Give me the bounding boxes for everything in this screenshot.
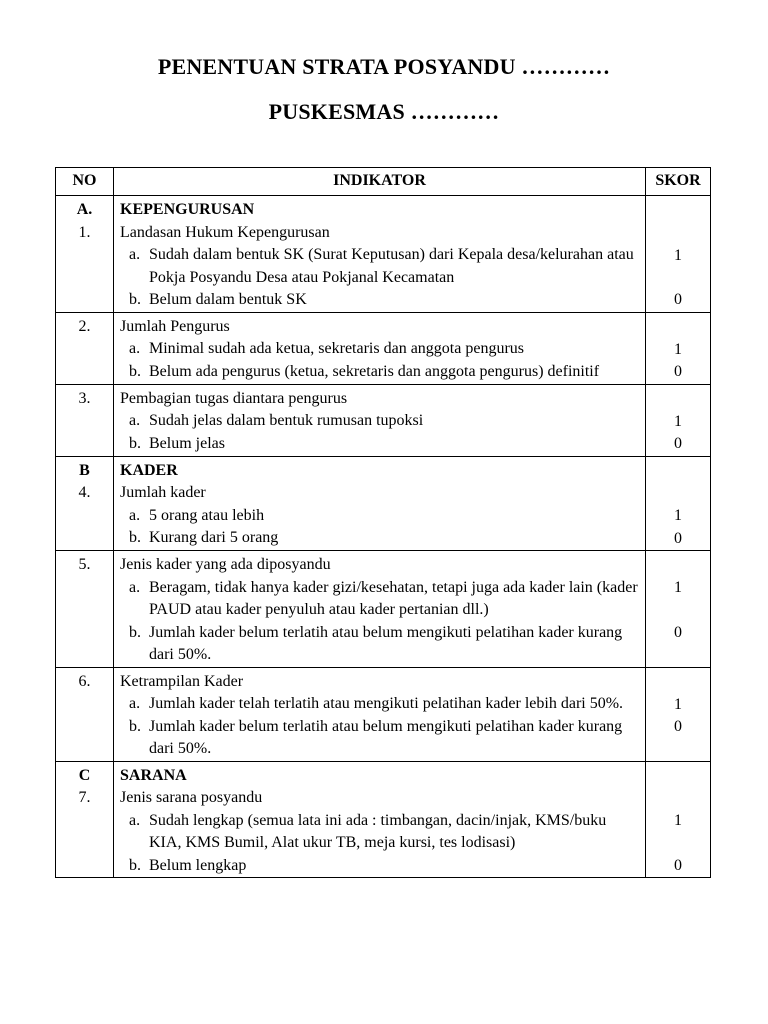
section-title: KADER (120, 461, 178, 479)
section-number: B (79, 461, 90, 479)
header-indikator: INDIKATOR (114, 168, 646, 196)
score-value: 1 (674, 695, 682, 713)
section-number: C (78, 766, 91, 784)
score-value: 0 (674, 291, 682, 308)
score-value: 0 (674, 529, 682, 547)
indicator-cell (114, 551, 646, 668)
indicator-option (120, 338, 639, 361)
row-number-cell (56, 196, 114, 313)
score-value: 0 (674, 363, 682, 380)
option-letter: a. (129, 811, 141, 829)
header-skor: SKOR (646, 168, 711, 196)
option-text: Jumlah kader belum terlatih atau belum mengikuti pelatihan kader kurang dari 50%. (149, 623, 623, 663)
indicator-number: 4. (78, 484, 91, 501)
indicator-option (120, 361, 639, 384)
option-text: 5 orang atau lebih (149, 506, 265, 524)
score-value: 1 (674, 812, 682, 829)
indicator-title: Landasan Hukum Kepengurusan (120, 223, 330, 241)
strata-table (55, 167, 711, 878)
score-value: 1 (674, 579, 682, 596)
option-text: Sudah lengkap (semua lata ini ada : timbangan, dacin/injak, KMS/buku KIA, KMS Bumil, Alat ukur TB, meja kursi, tes lodisasi) (149, 811, 607, 851)
indicator-title: Jumlah Pengurus (120, 317, 230, 335)
indicator-title: Ketrampilan Kader (120, 672, 244, 690)
option-text: Jumlah kader belum terlatih atau belum mengikuti pelatihan kader kurang dari 50%. (149, 717, 623, 757)
indicator-cell (114, 456, 646, 551)
section-title: KEPENGURUSAN (120, 201, 255, 218)
option-letter: a. (129, 340, 141, 357)
header-no: NO (56, 168, 114, 196)
row-number-cell (56, 667, 114, 761)
option-text: Kurang dari 5 orang (149, 529, 279, 546)
option-text: Beragam, tidak hanya kader gizi/kesehatan, tetapi juga ada kader lain (kader PAUD atau kader penyuluh atau kader pertanian dll.) (149, 578, 638, 618)
indicator-number: 2. (78, 317, 91, 335)
indicator-cell (114, 667, 646, 761)
score-value: 0 (674, 435, 682, 452)
page-title: PENENTUAN STRATA POSYANDU ………… (157, 54, 611, 79)
score-cell (646, 312, 711, 384)
option-letter: b. (129, 529, 141, 546)
indicator-number: 3. (78, 389, 91, 407)
score-value: 0 (674, 718, 682, 735)
indicator-option (120, 693, 639, 716)
section-title: SARANA (120, 766, 187, 784)
table-row (56, 456, 711, 551)
indicator-number: 6. (78, 672, 91, 690)
indicator-option (120, 410, 639, 433)
option-letter: b. (129, 856, 141, 874)
row-number-cell (56, 312, 114, 384)
score-cell (646, 196, 711, 313)
score-value: 1 (674, 507, 682, 524)
score-cell (646, 384, 711, 456)
table-row (56, 384, 711, 456)
option-letter: b. (129, 291, 141, 308)
option-text: Belum jelas (149, 434, 225, 452)
score-cell (646, 551, 711, 668)
indicator-option (120, 810, 639, 855)
option-letter: b. (129, 623, 141, 641)
score-value: 1 (674, 246, 682, 264)
option-letter: a. (129, 412, 141, 429)
indicator-option (120, 577, 639, 622)
score-value: 0 (674, 856, 682, 874)
option-text: Belum dalam bentuk SK (149, 291, 307, 308)
row-number-cell (56, 551, 114, 668)
indicator-option (120, 244, 639, 289)
indicator-number: 7. (78, 789, 91, 806)
indicator-option (120, 855, 639, 878)
option-text: Minimal sudah ada ketua, sekretaris dan anggota pengurus (149, 340, 524, 357)
table-row (56, 312, 711, 384)
option-letter: a. (129, 578, 141, 596)
row-number-cell (56, 761, 114, 878)
indicator-number: 1. (78, 223, 91, 241)
indicator-cell (114, 312, 646, 384)
row-number-cell (56, 456, 114, 551)
indicator-option (120, 433, 639, 456)
page-subtitle: PUSKESMAS ………… (268, 99, 500, 124)
indicator-option (120, 622, 639, 667)
indicator-cell (114, 384, 646, 456)
indicator-title: Jumlah kader (120, 484, 206, 501)
score-cell (646, 761, 711, 878)
table-row (56, 196, 711, 313)
option-text: Belum lengkap (149, 856, 247, 874)
score-value: 1 (674, 412, 682, 430)
indicator-option (120, 527, 639, 550)
option-letter: a. (129, 506, 141, 524)
option-text: Jumlah kader telah terlatih atau mengikuti pelatihan kader lebih dari 50%. (149, 695, 624, 712)
option-letter: a. (129, 695, 141, 712)
indicator-cell (114, 761, 646, 878)
indicator-title: Pembagian tugas diantara pengurus (120, 389, 348, 407)
option-text: Belum ada pengurus (ketua, sekretaris dan anggota pengurus) definitif (149, 362, 600, 380)
table-row (56, 761, 711, 878)
option-text: Sudah jelas dalam bentuk rumusan tupoksi (149, 412, 424, 429)
score-value: 0 (674, 623, 682, 641)
indicator-option (120, 505, 639, 528)
option-letter: b. (129, 434, 141, 452)
option-text: Sudah dalam bentuk SK (Surat Keputusan) dari Kepala desa/kelurahan atau Pokja Posyandu Desa atau Pokjanal Kecamatan (149, 246, 634, 286)
section-number: A. (76, 201, 93, 218)
table-header-row (56, 168, 711, 196)
indicator-option (120, 716, 639, 761)
option-letter: b. (129, 717, 141, 735)
row-number-cell (56, 384, 114, 456)
table-row (56, 551, 711, 668)
score-cell (646, 667, 711, 761)
table-row (56, 667, 711, 761)
indicator-number: 5. (78, 556, 91, 573)
indicator-title: Jenis sarana posyandu (120, 789, 263, 806)
indicator-cell (114, 196, 646, 313)
option-letter: b. (129, 362, 141, 380)
score-cell (646, 456, 711, 551)
score-value: 1 (674, 340, 682, 358)
indicator-option (120, 289, 639, 312)
option-letter: a. (129, 246, 141, 263)
indicator-title: Jenis kader yang ada diposyandu (120, 556, 331, 573)
